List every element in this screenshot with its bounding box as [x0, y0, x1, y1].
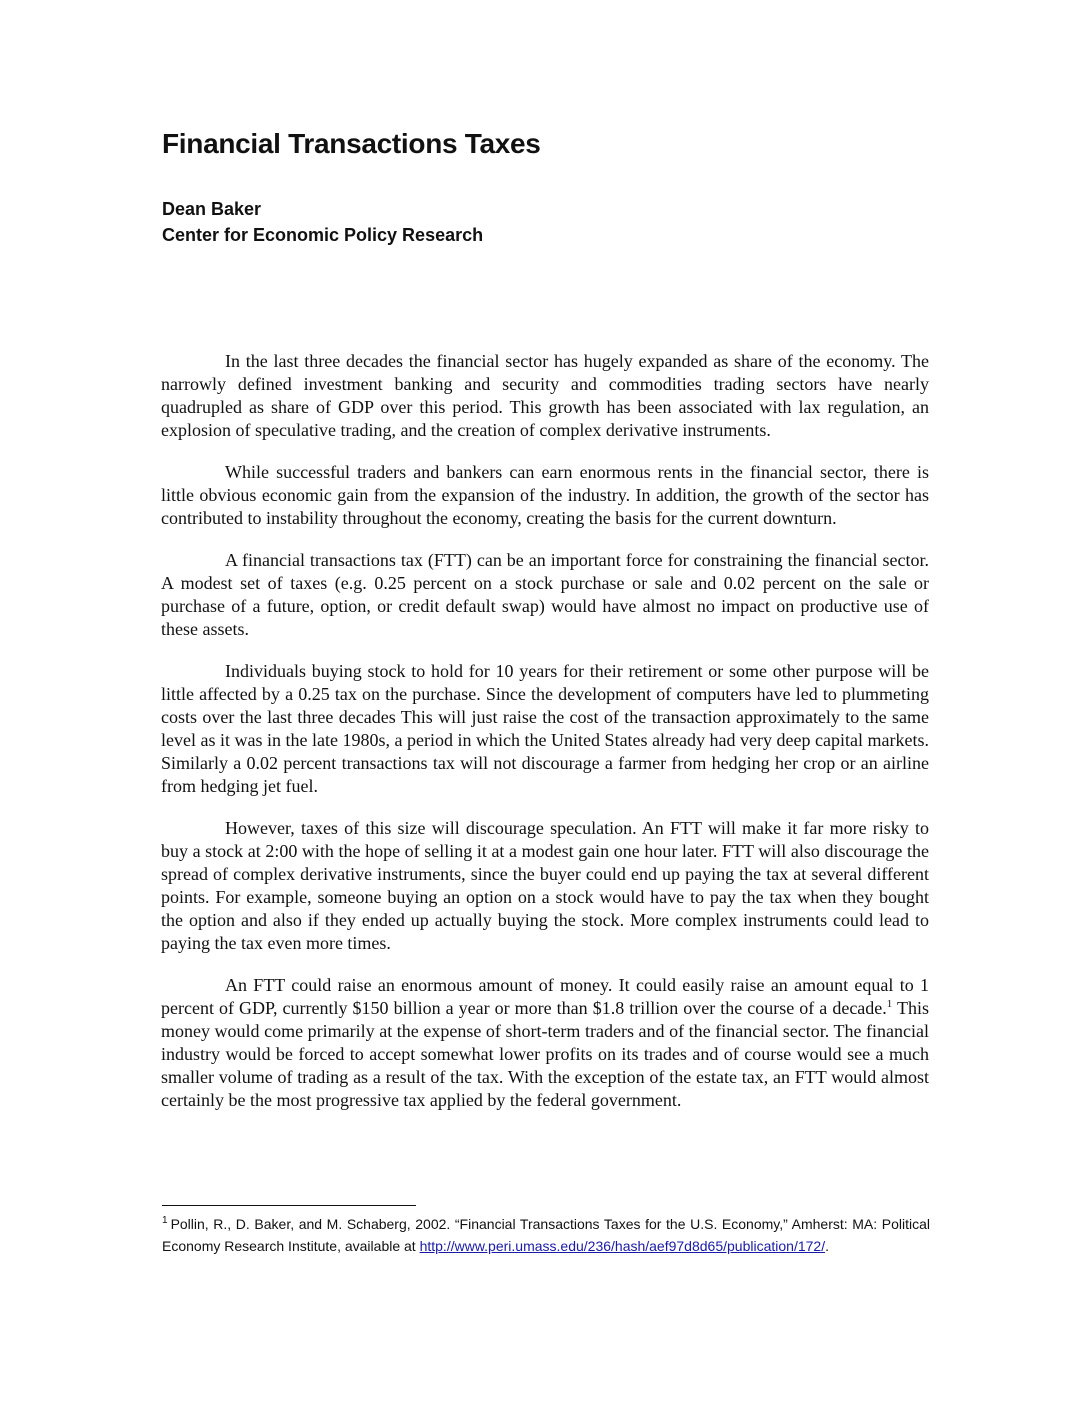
document-body — [161, 350, 929, 1131]
paragraph-1: In the last three decades the financial sector has hugely expanded as share of the economy. The narrowly defined investment banking and security and commodities trading sectors have nearly quadrupled as share of GDP over this period. This growth has been associated with lax regulation, an explosion of speculative trading, and the creation of complex derivative instruments. — [161, 351, 929, 440]
author-affiliation: Center for Economic Policy Research — [162, 225, 484, 245]
footnote-text: Pollin, R., D. Baker, and M. Schaberg, 2002. “Financial Transactions Taxes for the U.S. Economy,” Amherst: MA: Political Economy Research Institute, available at — [162, 1216, 930, 1254]
paragraph-4: Individuals buying stock to hold for 10 years for their retirement or some other purpose will be little affected by a 0.25 tax on the purchase. Since the development of computers have led to plummeting costs over the last three decades This will just raise the cost of the transaction approximately to the same level as it was in the late 1980s, a period in which the United States already had very deep capital markets. Similarly a 0.02 percent transactions tax will not discourage a farmer from hedging her crop or an airline from hedging jet fuel. — [161, 661, 929, 796]
footnote — [162, 1213, 930, 1257]
footnote-reference[interactable]: 1 — [886, 998, 893, 1010]
footnote-end: . — [825, 1238, 829, 1254]
paragraph-3: A financial transactions tax (FTT) can be an important force for constraining the financial sector. A modest set of taxes (e.g. 0.25 percent on a stock purchase or sale and 0.02 percent on the sale or purchase of a future, option, or credit default swap) would have almost no impact on productive use of these assets. — [161, 550, 929, 639]
author-name: Dean Baker — [162, 199, 262, 219]
footnote-mark: 1 — [162, 1215, 168, 1227]
footnote-divider — [162, 1205, 416, 1206]
author-block — [162, 196, 483, 248]
paragraph-5: However, taxes of this size will discourage speculation. An FTT will make it far more risky to buy a stock at 2:00 with the hope of selling it at a modest gain one hour later. FTT will also discourage the spread of complex derivative instruments, since the buyer could end up paying the tax at several different points. For example, someone buying an option on a stock would have to pay the tax when they bought the option and also if they ended up actually buying the stock. More complex instruments could lead to paying the tax even more times. — [161, 818, 929, 953]
footnote-link[interactable]: http://www.peri.umass.edu/236/hash/aef97d8d65/publication/172/ — [419, 1238, 826, 1254]
paragraph-6-text-a: An FTT could raise an enormous amount of money. It could easily raise an amount equal to 1 percent of GDP, currently $150 billion a year or more than $1.8 trillion over the course of a decade. — [161, 975, 929, 1018]
document-title: Financial Transactions Taxes — [162, 128, 541, 159]
paragraph-6-text-b: This money would come primarily at the expense of short-term traders and of the financial sector. The financial industry would be forced to accept somewhat lower profits on its trades and of course would see a much smaller volume of trading as a result of the tax. With the exception of the estate tax, an FTT would almost certainly be the most progressive tax applied by the federal government. — [161, 998, 930, 1110]
paragraph-6 — [161, 974, 929, 1112]
paragraph-2: While successful traders and bankers can earn enormous rents in the financial sector, there is little obvious economic gain from the expansion of the industry. In addition, the growth of the sector has contributed to instability throughout the economy, creating the basis for the current downturn. — [161, 462, 929, 528]
